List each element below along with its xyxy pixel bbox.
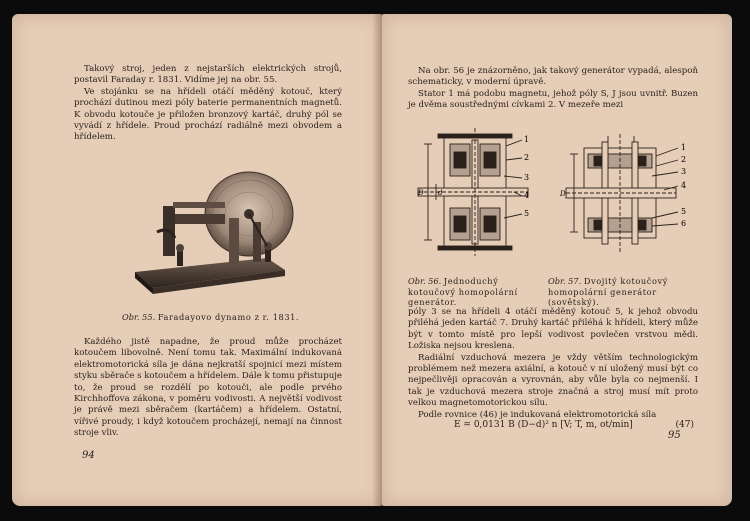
figure-56-caption xyxy=(408,276,540,308)
caption-label: Obr. 55. xyxy=(122,312,156,322)
fig57-label: D xyxy=(560,190,566,198)
fig56-label: 3 xyxy=(524,173,530,182)
fig57-label: 5 xyxy=(681,207,687,216)
figure-57-diagram xyxy=(554,126,704,260)
page-number-left: 94 xyxy=(82,450,95,461)
paragraph: Každého jistě napadne, že proud může procházet kotoučem libovolně. Není tomu tak. Maximální indukovaná elektromotorická síla je dána nejkratší spojnicí mezi místem styku sběrače s kotoučem a hřídelem. Dále k tomu přistupuje to, že proud se rozdělí po kotouči, ale podle prvého Kirchhoffova zákona, v poměru vodivosti. A největší vodivost je právě mezi sběračem (kartáčem) a hřídelem. Ostatní, vířivé proudy, i když kotoučem procházejí, nemají na činnost stroje vliv. xyxy=(74,337,342,439)
right-text-bottom xyxy=(408,307,698,421)
paragraph: Podle rovnice (46) je indukovaná elektromotorická síla xyxy=(418,409,657,420)
paragraph: Ve stojánku se na hřídeli otáčí měděný kotouč, který prochází dutinou mezi póly baterie permanentních magnetů. K obvodu kotouče je přiložen bronzový kartáč, druhý pól se vyvádí z hřídele. Proud prochází radiálně mezi obvodem a hřídelem. xyxy=(74,86,342,143)
formula-text: E = 0,0131 B (D−d)² n [V; T, m, ot/min] xyxy=(454,420,633,430)
paragraph: Takový stroj, jeden z nejstarších elektrických strojů, postavil Faraday r. 1831. Vidíme jej na obr. 55. xyxy=(74,64,342,86)
formula-47 xyxy=(454,420,694,430)
fig57-label: 2 xyxy=(681,155,687,164)
formula-number: (47) xyxy=(675,420,694,430)
fig56-label: 4 xyxy=(524,191,530,200)
caption-title: Dvojitý kotoučový homopolární generátor (sovětský). xyxy=(548,276,668,307)
fig56-label: d xyxy=(438,189,443,197)
fig57-label: 1 xyxy=(681,143,687,152)
caption-label: Obr. 56. xyxy=(408,276,442,286)
right-page xyxy=(382,14,732,506)
figure-57-caption xyxy=(548,276,708,308)
fig57-label: 4 xyxy=(681,181,687,190)
fig56-label: D xyxy=(418,189,424,197)
paragraph: póly 3 se na hřídeli 4 otáčí měděný kotouč 5, k jehož obvodu přiléhá jeden kartáč 7. Druhý kartáč přiléhá k hřídeli, který může být v tomto místě pro lepší vodivost povlečen vrstvou mědi. Ložiska nejsou kreslena. xyxy=(408,307,698,352)
figure-56-diagram xyxy=(404,122,544,262)
paragraph: Na obr. 56 je znázorněno, jak takový generátor vypadá, alespoň schematicky, v moderní úpravě. xyxy=(408,66,698,88)
page-number-right: 95 xyxy=(668,430,681,441)
fig56-label: 5 xyxy=(524,209,530,218)
right-text-top xyxy=(408,66,698,112)
left-text-top xyxy=(74,64,342,144)
left-text-bottom xyxy=(74,337,342,440)
fig56-label: 2 xyxy=(524,153,530,162)
fig57-label: 3 xyxy=(681,167,687,176)
faraday-dynamo-illustration xyxy=(117,162,307,300)
caption-title: Faradayovo dynamo z r. 1831. xyxy=(157,312,300,322)
figure-55-caption xyxy=(122,312,352,323)
fig56-label: 1 xyxy=(524,135,530,144)
left-page xyxy=(12,14,382,506)
caption-label: Obr. 57. xyxy=(548,276,582,286)
fig57-label: 6 xyxy=(681,219,687,228)
caption-title: Jednoduchý kotoučový homopolární generátor. xyxy=(408,276,518,307)
paragraph: Radiální vzduchová mezera je vždy větším technologickým problémem než mezera axiální, a kotouč v ní uložený musí být co nejpečlivěji opracován a vyrovnán, aby vůle byla co nejmenší. I tak je vzduchová mezera stroje značná a stroj musí mít proto velkou magnetomotorickou sílu. xyxy=(408,352,698,409)
paragraph: Stator 1 má podobu magnetu, jehož póly S, J jsou uvnitř. Buzen je dvěma soustřednými cívkami 2. V mezeře mezi xyxy=(408,88,698,111)
